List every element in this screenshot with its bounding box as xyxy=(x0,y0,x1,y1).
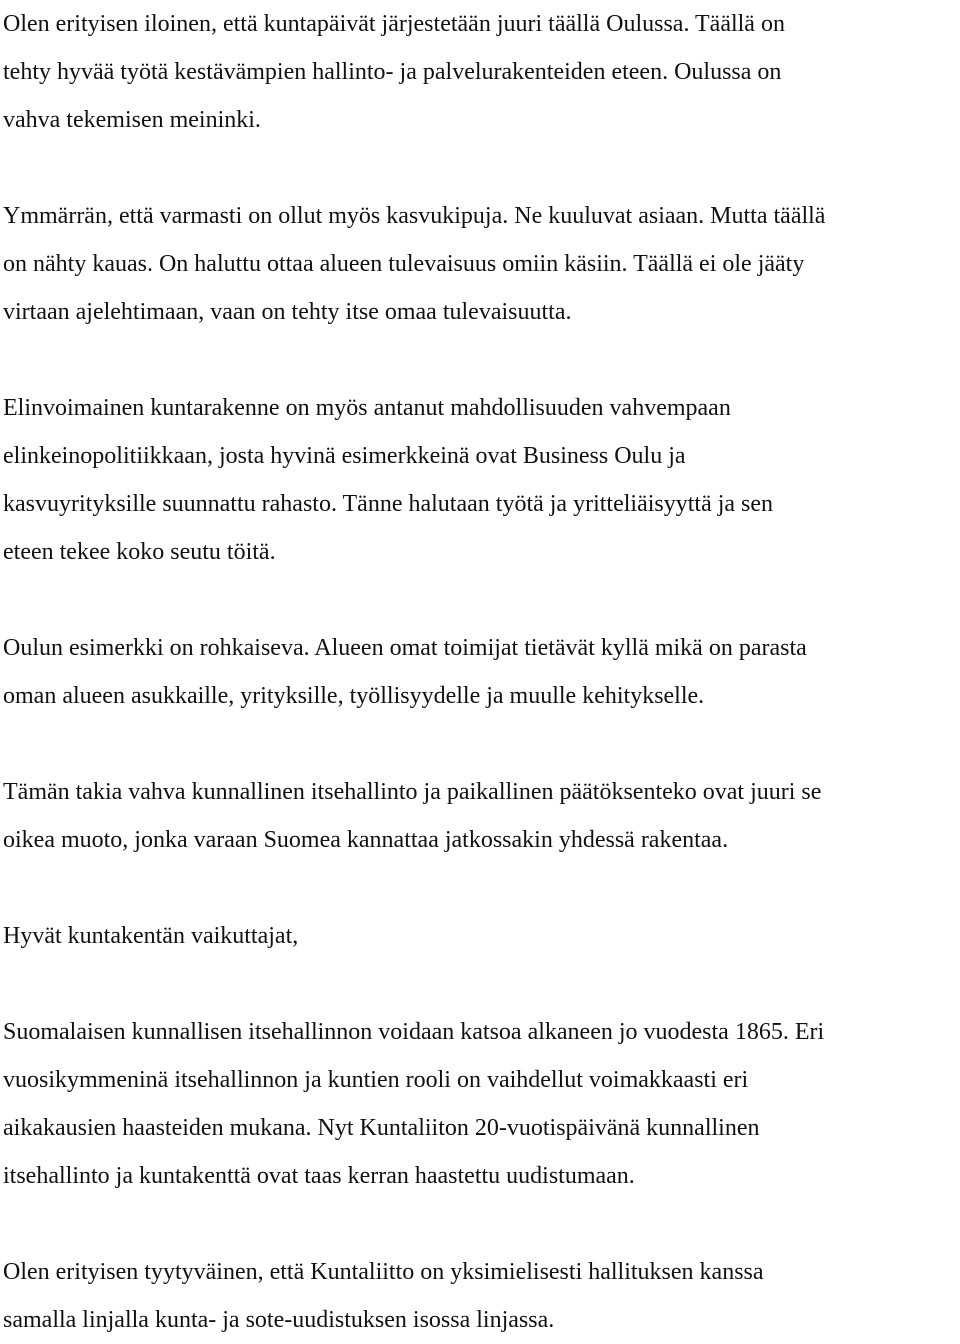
paragraph-gap xyxy=(3,336,958,384)
text-line: itsehallinto ja kuntakenttä ovat taas kerran haastettu uudistumaan. xyxy=(3,1163,635,1189)
text-line: vuosikymmeninä itsehallinnon ja kuntien rooli on vaihdellut voimakkaasti eri xyxy=(3,1067,749,1093)
text-line: Suomalaisen kunnallisen itsehallinnon voidaan katsoa alkaneen jo vuodesta 1865. Eri xyxy=(3,1019,825,1045)
paragraph-3 xyxy=(3,384,958,576)
text-line: virtaan ajelehtimaan, vaan on tehty itse omaa tulevaisuutta. xyxy=(3,299,572,325)
text-line: kasvuyrityksille suunnattu rahasto. Tänne halutaan työtä ja yritteliäisyyttä ja sen xyxy=(3,491,774,517)
text-line: oikea muoto, jonka varaan Suomea kannattaa jatkossakin yhdessä rakentaa. xyxy=(3,827,729,853)
paragraph-5 xyxy=(3,768,958,864)
paragraph-8 xyxy=(3,1248,958,1344)
paragraph-gap xyxy=(3,144,958,192)
text-line: samalla linjalla kunta- ja sote-uudistuksen isossa linjassa. xyxy=(3,1307,555,1333)
text-line: vahva tekemisen meininki. xyxy=(3,107,261,133)
paragraph-2 xyxy=(3,192,958,336)
paragraph-gap xyxy=(3,576,958,624)
text-line: on nähty kauas. On haluttu ottaa alueen tulevaisuus omiin käsiin. Täällä ei ole jääty xyxy=(3,251,805,277)
text-line: eteen tekee koko seutu töitä. xyxy=(3,539,276,565)
paragraph-gap xyxy=(3,960,958,1008)
text-line: elinkeinopolitiikkaan, josta hyvinä esimerkkeinä ovat Business Oulu ja xyxy=(3,443,686,469)
paragraph-gap xyxy=(3,1200,958,1248)
paragraph-gap xyxy=(3,864,958,912)
paragraph-7 xyxy=(3,1008,958,1200)
text-line: aikakausien haasteiden mukana. Nyt Kuntaliiton 20-vuotispäivänä kunnallinen xyxy=(3,1115,760,1141)
text-line: Elinvoimainen kuntarakenne on myös antanut mahdollisuuden vahvempaan xyxy=(3,395,731,421)
paragraph-6 xyxy=(3,912,958,960)
paragraph-gap xyxy=(3,720,958,768)
text-line: tehty hyvää työtä kestävämpien hallinto- ja palvelurakenteiden eteen. Oulussa on xyxy=(3,59,782,85)
document-body xyxy=(3,0,958,1344)
text-line: Olen erityisen iloinen, että kuntapäivät järjestetään juuri täällä Oulussa. Täällä on xyxy=(3,11,785,37)
paragraph-1 xyxy=(3,0,958,144)
paragraph-4 xyxy=(3,624,958,720)
text-line: Oulun esimerkki on rohkaiseva. Alueen omat toimijat tietävät kyllä mikä on parasta xyxy=(3,635,807,661)
text-line: oman alueen asukkaille, yrityksille, työllisyydelle ja muulle kehitykselle. xyxy=(3,683,705,709)
text-line: Olen erityisen tyytyväinen, että Kuntaliitto on yksimielisesti hallituksen kanssa xyxy=(3,1259,764,1285)
text-line: Hyvät kuntakentän vaikuttajat, xyxy=(3,923,299,949)
text-line: Ymmärrän, että varmasti on ollut myös kasvukipuja. Ne kuuluvat asiaan. Mutta täällä xyxy=(3,203,826,229)
text-line: Tämän takia vahva kunnallinen itsehallinto ja paikallinen päätöksenteko ovat juuri se xyxy=(3,779,822,805)
